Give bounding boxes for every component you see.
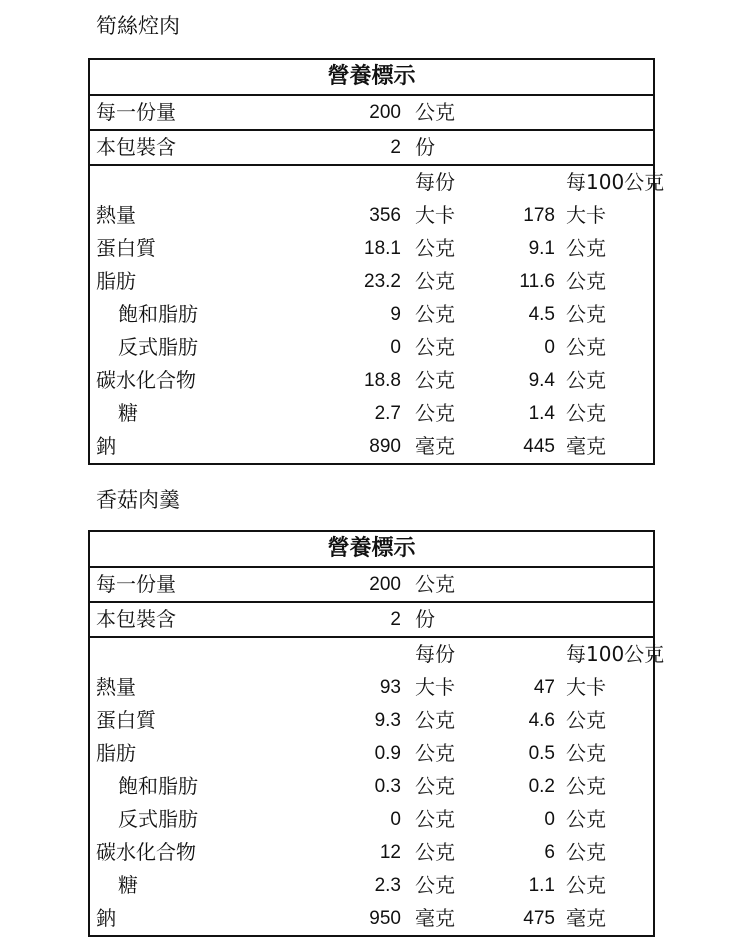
nutrient-name: 飽和脂肪 xyxy=(118,774,198,798)
serving-size-unit: 公克 xyxy=(415,572,455,596)
nutrient-name: 脂肪 xyxy=(96,269,136,293)
nutrient-list xyxy=(90,638,665,935)
nutrient-row-fat xyxy=(90,737,653,770)
servings-per-package-row xyxy=(90,131,653,166)
nutrient-row-carbohydrate xyxy=(90,836,653,869)
per-100g-value: 4.6 xyxy=(528,710,555,731)
per-serving-value: 9.3 xyxy=(374,710,401,731)
per-100g-unit: 毫克 xyxy=(566,434,606,458)
column-header-per-100g: 每100公克 xyxy=(566,642,665,666)
per-100g-value: 9.1 xyxy=(528,238,555,259)
per-serving-unit: 公克 xyxy=(415,741,455,765)
table-title: 營養標示 xyxy=(90,60,653,96)
product-name: 香菇肉羹 xyxy=(96,488,180,512)
nutrient-name: 反式脂肪 xyxy=(118,335,198,359)
servings-per-package-unit: 份 xyxy=(415,135,435,159)
per-serving-unit: 公克 xyxy=(415,807,455,831)
nutrient-name: 碳水化合物 xyxy=(96,368,196,392)
per-100g-unit: 公克 xyxy=(566,873,606,897)
per-serving-unit: 公克 xyxy=(415,269,455,293)
per-serving-unit: 公克 xyxy=(415,708,455,732)
column-header-per-100g: 每100公克 xyxy=(566,170,665,194)
nutrient-row-calories xyxy=(90,671,653,704)
nutrient-row-calories xyxy=(90,199,653,232)
per-serving-unit: 公克 xyxy=(415,401,455,425)
per-100g-value: 0 xyxy=(544,337,555,358)
nutrient-row-trans-fat xyxy=(90,803,653,836)
per-serving-value: 23.2 xyxy=(364,271,401,292)
per-100g-value: 9.4 xyxy=(528,370,555,391)
servings-per-package-unit: 份 xyxy=(415,607,435,631)
serving-size-unit: 公克 xyxy=(415,100,455,124)
nutrient-list xyxy=(90,166,665,463)
per-100g-unit: 公克 xyxy=(566,335,606,359)
per-100g-unit: 公克 xyxy=(566,741,606,765)
nutrient-row-fat xyxy=(90,265,653,298)
per-serving-unit: 公克 xyxy=(415,302,455,326)
nutrient-row-sugar xyxy=(90,397,653,430)
per-100g-value: 4.5 xyxy=(528,304,555,325)
serving-size-row xyxy=(90,96,653,131)
column-header-row xyxy=(90,638,665,671)
nutrition-table xyxy=(88,530,665,937)
nutrient-name: 糖 xyxy=(118,401,138,425)
per-serving-unit: 公克 xyxy=(415,368,455,392)
column-header-per-serving: 每份 xyxy=(415,170,455,194)
nutrient-row-saturated-fat xyxy=(90,298,653,331)
per-serving-value: 12 xyxy=(379,842,401,863)
per-100g-unit: 公克 xyxy=(566,840,606,864)
per-serving-unit: 公克 xyxy=(415,774,455,798)
per-serving-value: 18.8 xyxy=(364,370,401,391)
per-100g-unit: 大卡 xyxy=(566,675,606,699)
per-serving-value: 0.3 xyxy=(374,776,401,797)
nutrient-name: 鈉 xyxy=(96,434,116,458)
per-serving-unit: 公克 xyxy=(415,335,455,359)
per-100g-unit: 公克 xyxy=(566,401,606,425)
serving-size-row xyxy=(90,568,653,603)
per-serving-value: 18.1 xyxy=(364,238,401,259)
per-serving-value: 9 xyxy=(390,304,401,325)
nutrient-row-saturated-fat xyxy=(90,770,653,803)
per-serving-value: 2.3 xyxy=(374,875,401,896)
per-serving-value: 356 xyxy=(369,205,401,226)
serving-size-value: 200 xyxy=(369,574,401,595)
nutrient-name: 熱量 xyxy=(96,203,136,227)
per-100g-unit: 公克 xyxy=(566,302,606,326)
per-serving-value: 950 xyxy=(369,908,401,929)
nutrient-row-protein xyxy=(90,232,653,265)
per-100g-value: 6 xyxy=(544,842,555,863)
per-serving-value: 0.9 xyxy=(374,743,401,764)
servings-per-package-value: 2 xyxy=(390,609,401,630)
per-serving-value: 93 xyxy=(379,677,401,698)
per-serving-value: 0 xyxy=(390,809,401,830)
column-header-row xyxy=(90,166,665,199)
per-100g-value: 47 xyxy=(533,677,555,698)
per-100g-unit: 毫克 xyxy=(566,906,606,930)
per-100g-value: 475 xyxy=(523,908,555,929)
per-serving-unit: 毫克 xyxy=(415,906,455,930)
nutrient-row-sodium xyxy=(90,430,653,463)
per-100g-value: 445 xyxy=(523,436,555,457)
per-serving-unit: 公克 xyxy=(415,236,455,260)
per-serving-unit: 公克 xyxy=(415,873,455,897)
per-100g-value: 0 xyxy=(544,809,555,830)
nutrient-row-protein xyxy=(90,704,653,737)
per-100g-unit: 公克 xyxy=(566,368,606,392)
nutrient-name: 鈉 xyxy=(96,906,116,930)
nutrient-name: 蛋白質 xyxy=(96,236,156,260)
servings-per-package-row xyxy=(90,603,653,638)
nutrient-name: 脂肪 xyxy=(96,741,136,765)
nutrient-row-sugar xyxy=(90,869,653,902)
per-100g-value: 1.4 xyxy=(528,403,555,424)
nutrient-name: 飽和脂肪 xyxy=(118,302,198,326)
per-100g-unit: 公克 xyxy=(566,236,606,260)
per-serving-unit: 毫克 xyxy=(415,434,455,458)
per-100g-value: 0.2 xyxy=(528,776,555,797)
nutrition-table xyxy=(88,58,665,465)
per-100g-value: 0.5 xyxy=(528,743,555,764)
nutrient-name: 反式脂肪 xyxy=(118,807,198,831)
per-100g-unit: 公克 xyxy=(566,708,606,732)
per-100g-unit: 大卡 xyxy=(566,203,606,227)
serving-size-value: 200 xyxy=(369,102,401,123)
servings-per-package-label: 本包裝含 xyxy=(96,607,176,631)
per-serving-unit: 大卡 xyxy=(415,203,455,227)
per-100g-unit: 公克 xyxy=(566,774,606,798)
nutrient-row-sodium xyxy=(90,902,653,935)
per-100g-value: 11.6 xyxy=(519,271,555,292)
per-100g-unit: 公克 xyxy=(566,807,606,831)
nutrient-name: 碳水化合物 xyxy=(96,840,196,864)
nutrient-row-trans-fat xyxy=(90,331,653,364)
per-serving-value: 2.7 xyxy=(374,403,401,424)
per-serving-unit: 大卡 xyxy=(415,675,455,699)
per-serving-value: 890 xyxy=(369,436,401,457)
product-name: 筍絲焢肉 xyxy=(96,14,180,38)
column-header-per-serving: 每份 xyxy=(415,642,455,666)
serving-size-label: 每一份量 xyxy=(96,572,176,596)
nutrient-name: 糖 xyxy=(118,873,138,897)
per-serving-value: 0 xyxy=(390,337,401,358)
serving-size-label: 每一份量 xyxy=(96,100,176,124)
nutrient-name: 熱量 xyxy=(96,675,136,699)
nutrient-name: 蛋白質 xyxy=(96,708,156,732)
nutrient-row-carbohydrate xyxy=(90,364,653,397)
per-100g-value: 178 xyxy=(523,205,555,226)
table-title: 營養標示 xyxy=(90,532,653,568)
per-100g-value: 1.1 xyxy=(528,875,555,896)
per-100g-unit: 公克 xyxy=(566,269,606,293)
servings-per-package-label: 本包裝含 xyxy=(96,135,176,159)
servings-per-package-value: 2 xyxy=(390,137,401,158)
per-serving-unit: 公克 xyxy=(415,840,455,864)
